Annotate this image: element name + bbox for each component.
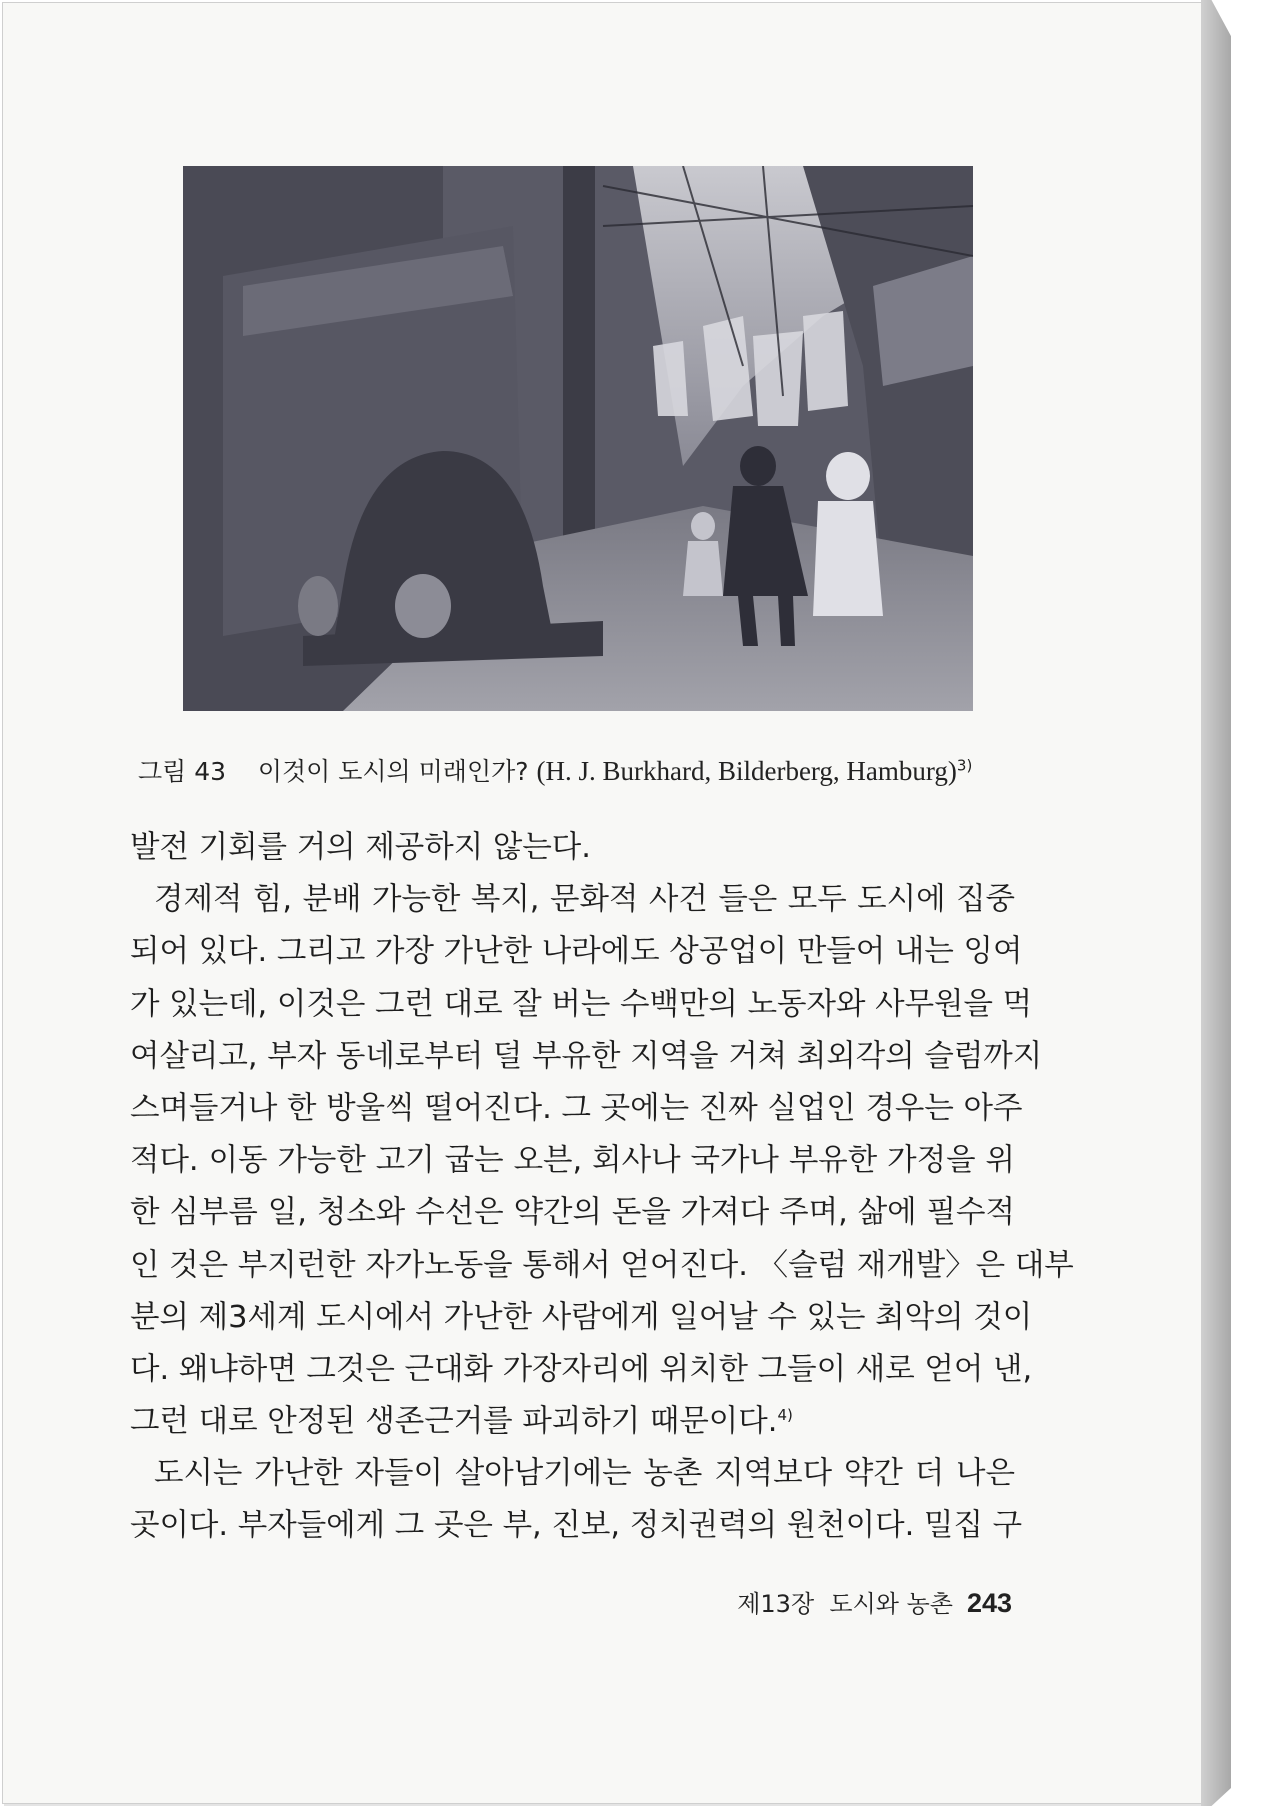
text-line [130,1240,1074,1292]
text-line-content: 인 것은 부지런한 자가노동을 통해서 얻어진다. 〈슬럼 재개발〉은 대부 [130,1247,1074,1283]
text-line [130,874,1015,926]
figure-credit: (H. J. Burkhard, Bilderberg, Hamburg) [536,756,957,786]
text-line [130,1135,1015,1187]
text-line [130,979,1033,1031]
figure-caption [138,752,1038,788]
text-line [130,1031,1043,1083]
text-line-content: 도시는 가난한 자들이 살아남기에는 농촌 지역보다 약간 더 나은 [154,1456,1015,1492]
text-line [130,822,1015,874]
footnote-mark: 4) [777,1405,793,1424]
text-line-content: 다. 왜냐하면 그것은 근대화 가장자리에 위치한 그들이 새로 얻어 낸, [130,1351,1033,1387]
text-line-content: 분의 제3세계 도시에서 가난한 사람에게 일어날 수 있는 최악의 것이 [130,1299,1033,1335]
figure-label: 그림 43 [138,757,227,786]
text-line [130,1448,1015,1500]
text-line [130,926,1023,978]
text-line-content: 여살리고, 부자 동네로부터 덜 부유한 지역을 거쳐 최외각의 슬럼까지 [130,1038,1043,1074]
figure-title: 이것이 도시의 미래인가? [257,757,529,786]
figure-footnote-mark: 3) [956,756,973,775]
text-line-content: 적다. 이동 가능한 고기 굽는 오븐, 회사나 국가나 부유한 가정을 위 [130,1143,1015,1179]
text-line [130,1396,1015,1448]
running-footer [737,1584,1012,1619]
text-line [130,1187,1015,1239]
text-line-content: 발전 기회를 거의 제공하지 않는다. [130,830,591,865]
text-line [130,1500,1023,1552]
text-line-content: 스며들거나 한 방울씩 떨어진다. 그 곳에는 진짜 실업인 경우는 아주 [130,1090,1023,1126]
text-line [130,1344,1033,1396]
text-line-content: 곳이다. 부자들에게 그 곳은 부, 진보, 정치권력의 원천이다. 밀집 구 [130,1508,1023,1544]
page-stack-edge [1201,0,1231,1806]
text-line-content: 그런 대로 안정된 생존근거를 파괴하기 때문이다. [130,1404,778,1440]
figure-photo-slum-street [183,166,973,711]
text-line-content: 한 심부름 일, 청소와 수선은 약간의 돈을 가져다 주며, 삶에 필수적 [130,1195,1015,1231]
page-number: 243 [966,1588,1012,1618]
chapter-title: 제13장 도시와 농촌 [737,1590,953,1618]
text-line-content: 가 있는데, 이것은 그런 대로 잘 버는 수백만의 노동자와 사무원을 먹 [130,986,1033,1022]
body-text [130,822,1074,1553]
text-line-content: 경제적 힘, 분배 가능한 복지, 문화적 사건 들은 모두 도시에 집중 [154,882,1015,918]
text-line [130,1292,1033,1344]
text-line [130,1083,1023,1135]
text-line-content: 되어 있다. 그리고 가장 가난한 나라에도 상공업이 만들어 내는 잉여 [130,934,1023,970]
